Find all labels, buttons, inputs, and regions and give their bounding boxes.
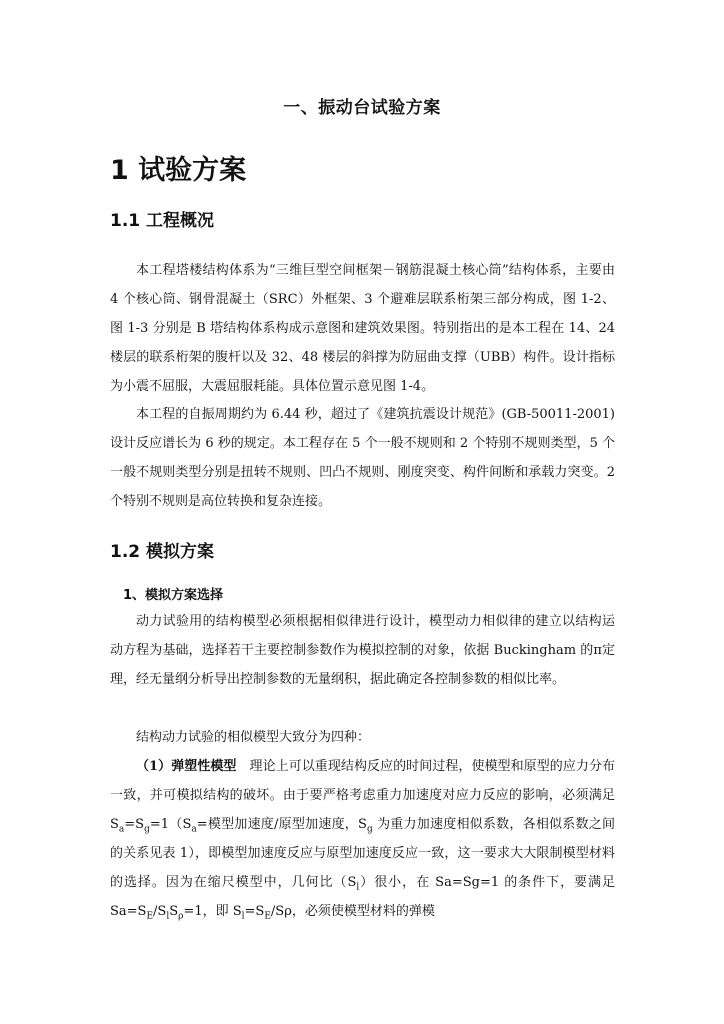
text-run: /S (153, 904, 167, 919)
paragraph-model-types: 结构动力试验的相似模型大致分为四种： (136, 730, 371, 745)
subsection-heading-model-selection: 1、模拟方案选择 (123, 588, 224, 603)
paragraph-project-overview: 本工程塔楼结构体系为“三维巨型空间框架－钢筋混凝土核心筒”结构体系，主要由 4 个核心筒、钢骨混凝土（SRC）外框架、3 个避难层联系桁架三部分构成，图 1-2、图 1-3 分别是 B 塔结构体系构成示意图和建筑效果图。特别指出的是本工程在 14、24 楼层的联系桁架的腹杆以及 32、48 楼层的斜撑为防屈曲支撑（UBB）构件。设计指标为小震不屈服，大震屈服耗能。具体位置示意见图 1-4。 (110, 263, 615, 394)
text-run: =S (124, 817, 145, 832)
text-run: S (169, 904, 179, 919)
chapter-title: 1 试验方案 (110, 155, 247, 186)
subscript: a (118, 824, 125, 835)
paragraph-elastoplastic-model (110, 752, 615, 926)
part-title: 一、振动台试验方案 (283, 98, 441, 118)
text-run: =S (244, 904, 265, 919)
subscript: a (191, 824, 197, 835)
text-run: =1，即 S (183, 904, 242, 919)
text-run: =模型加速度/原型加速度，S (196, 817, 367, 832)
paragraph-natural-period: 本工程的自振周期约为 6.44 秒，超过了《建筑抗震设计规范》(GB-50011-2001)设计反应谱长为 6 秒的规定。本工程存在 5 个一般不规则和 2 个特别不规则类型，5 个一般不规则类型分别是扭转不规则、凹凸不规则、刚度突变、构件间断和承载力突变。2 个特别不规则是高位转换和复杂连接。 (110, 407, 615, 509)
subscript: l (241, 911, 245, 922)
text-run: 理论上可以重现结构反应的时间过程，使模型和原型的应力分布一致，并可模拟结构的破坏。由于要严格考虑重力加速度对应力反应的影响，必须满足 S (110, 759, 615, 832)
subscript: g (366, 824, 373, 835)
subscript: l (166, 911, 170, 922)
subscript: l (356, 882, 360, 893)
subscript: E (146, 911, 154, 922)
elastoplastic-model-label: （1）弹塑性模型 (136, 759, 237, 774)
text-run: ）很小，在 Sa=Sg=1 的条件下，要满足 Sa=S (110, 875, 615, 919)
subscript: g (144, 824, 150, 835)
paragraph-similarity-law: 动力试验用的结构模型必须根据相似律进行设计，模型动力相似律的建立以结构运动方程为基础，选择若干主要控制参数作为模拟控制的对象，依据 Buckingham 的π定理，经无量纲分析导出控制参数的无量纲积，据此确定各控制参数的相似比率。 (110, 614, 615, 687)
text-run: =1（S (149, 817, 192, 832)
text-run: 为重力加速度相似系数，各相似系数之间的关系见表 1），即模型加速度反应与原型加速度反应一致，这一要求大大限制模型材料的选择。因为在缩尺模型中，几何比（S (110, 817, 615, 890)
section-heading-1-1: 1.1 工程概况 (110, 211, 215, 231)
text-run: /Sρ，必须使模型材料的弹模 (270, 904, 435, 919)
section-heading-1-2: 1.2 模拟方案 (110, 542, 215, 562)
subscript: E (264, 911, 271, 922)
subscript: ρ (178, 911, 184, 922)
